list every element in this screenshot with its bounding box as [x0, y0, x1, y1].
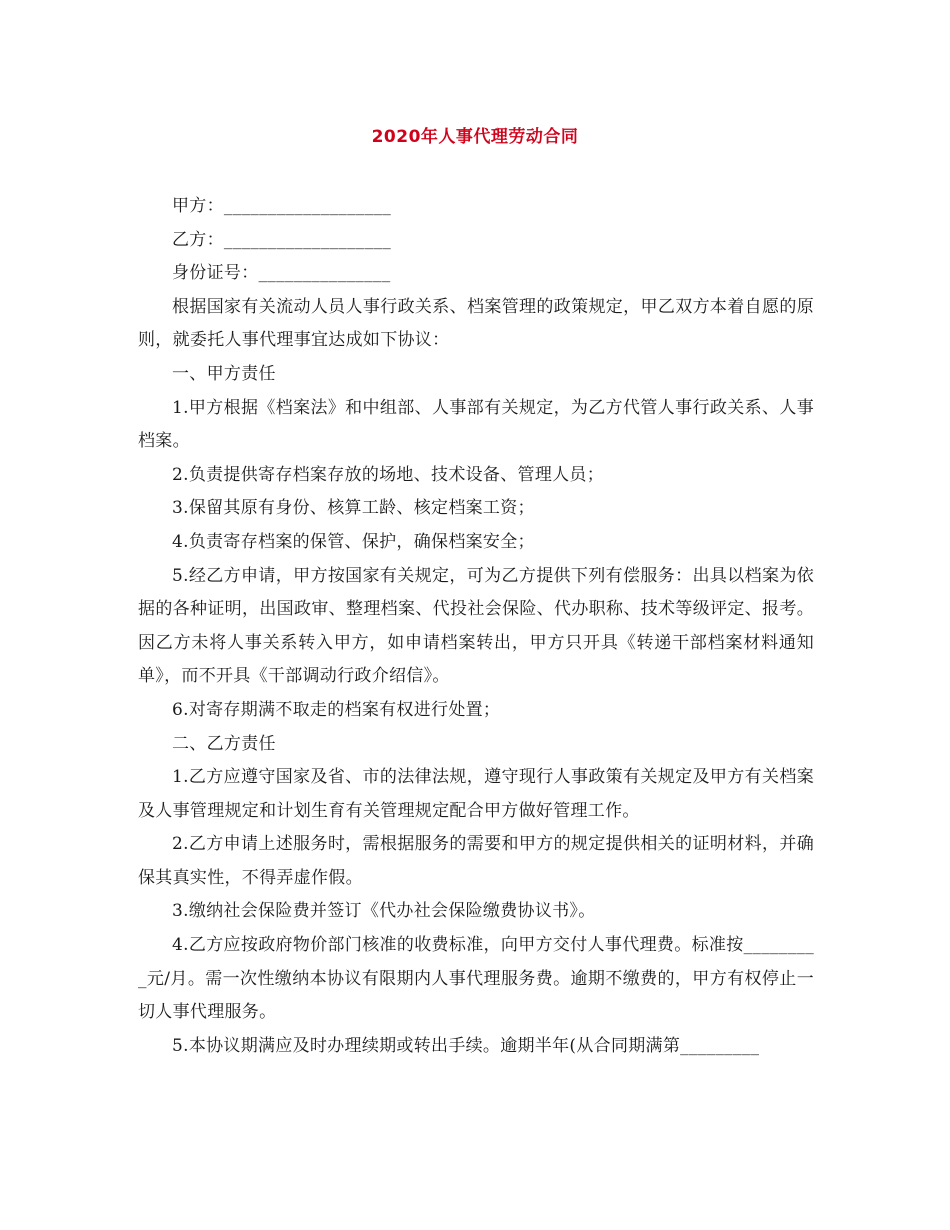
section-a-item-6: 6.对寄存期满不取走的档案有权进行处置；	[172, 699, 501, 720]
party-a-line: 甲方：___________________	[172, 196, 392, 216]
section-b-item-1: 1.乙方应遵守国家及省、市的法律法规，遵守现行人事政策有关规定及甲方有关档案及人事管理规定和计划生育有关管理规定配合甲方做好管理工作。	[138, 767, 814, 821]
section-a-item-1: 1.甲方根据《档案法》和中组部、人事部有关规定，为乙方代管人事行政关系、人事档案。	[138, 397, 814, 452]
section-a-item-5: 5.经乙方申请，甲方按国家有关规定，可为乙方提供下列有偿服务：出具以档案为依据的各种证明，出国政审、整理档案、代投社会保险、代办职称、技术等级评定、报考。因乙方未将人事关系转入甲方，如申请档案转出，甲方只开具《转递干部档案材料通知单》，而不开具《干部调动行政介绍信》。	[138, 565, 814, 687]
id-number-line: 身份证号：_______________	[172, 263, 391, 284]
section-a-item-3: 3.保留其原有身份、核算工龄、核定档案工资；	[172, 498, 535, 519]
section-a-item-2: 2.负责提供寄存档案存放的场地、技术设备、管理人员；	[172, 464, 605, 485]
section-a-item-4: 4.负责寄存档案的保管、保护，确保档案安全；	[172, 531, 535, 552]
section-b-item-5: 5.本协议期满应及时办理续期或转出手续。逾期半年(从合同期满第_________	[172, 1035, 760, 1056]
section-b-item-3: 3.缴纳社会保险费并签订《代办社会保险缴费协议书》。	[172, 901, 596, 922]
section-a-heading: 一、甲方责任	[172, 363, 276, 384]
document-body	[138, 190, 814, 1063]
document-title: 2020年人事代理劳动合同	[371, 127, 579, 147]
section-b-item-2: 2.乙方申请上述服务时，需根据服务的需要和甲方的规定提供相关的证明材料，并确保其真实性，不得弄虚作假。	[138, 834, 814, 888]
party-b-line: 乙方：___________________	[172, 229, 392, 250]
section-b-heading: 二、乙方责任	[172, 733, 276, 754]
intro-paragraph: 根据国家有关流动人员人事行政关系、档案管理的政策规定，甲乙双方本着自愿的原则，就委托人事代理事宜达成如下协议：	[138, 296, 814, 351]
section-b-item-4: 4.乙方应按政府物价部门核准的收费标准，向甲方交付人事代理费。标准按_________元/月。需一次性缴纳本协议有限期内人事代理服务费。逾期不缴费的，甲方有权停止一切人事代理服务。	[138, 935, 814, 1023]
